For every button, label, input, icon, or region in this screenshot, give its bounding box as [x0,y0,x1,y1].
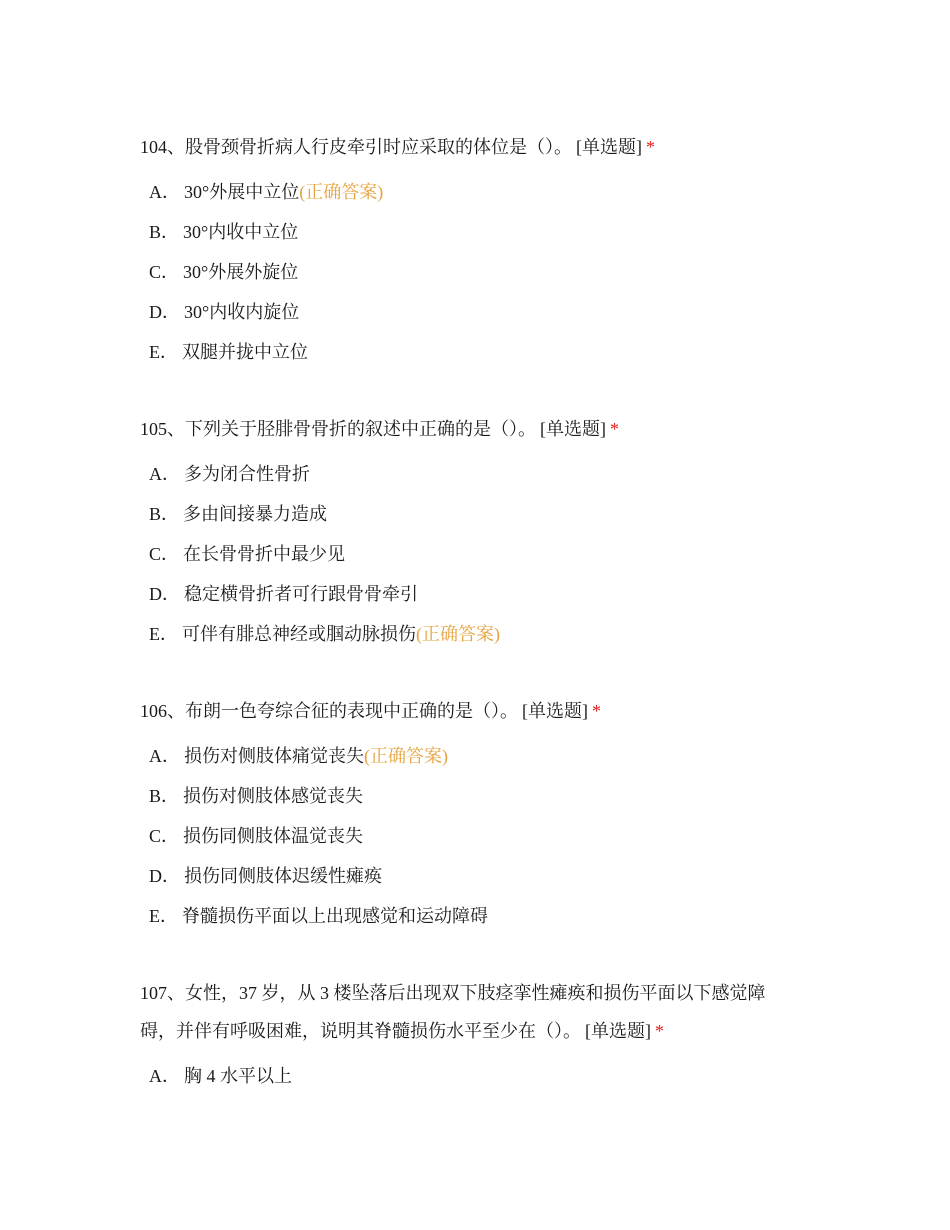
option-text: 30°外展中立位 [184,182,300,202]
option-text: 多由间接暴力造成 [183,504,328,524]
option-letter: C． [149,826,180,846]
question-type-label: [单选题] [585,1021,651,1041]
required-mark: * [592,701,601,721]
option-text: 在长骨骨折中最少见 [183,544,346,564]
option-c[interactable] [140,534,800,574]
question-text: 105、下列关于胫腓骨骨折的叙述中正确的是（）。 [140,419,536,439]
option-text: 损伤同侧肢体迟缓性瘫痪 [184,866,382,886]
option-letter: E． [149,624,178,644]
correct-answer-tag: (正确答案) [416,624,500,644]
option-a[interactable] [140,454,800,494]
option-letter: E． [149,906,178,926]
option-letter: B． [149,222,180,242]
option-letter: A． [149,746,180,766]
required-mark: * [610,419,619,439]
question-text: 104、股骨颈骨折病人行皮牵引时应采取的体位是（）。 [140,137,572,157]
option-text: 多为闭合性骨折 [184,464,310,484]
option-letter: A． [149,464,180,484]
option-text: 损伤对侧肢体感觉丧失 [183,786,364,806]
question-107 [140,974,800,1096]
question-105 [140,410,800,654]
option-text: 损伤对侧肢体痛觉丧失 [184,746,364,766]
option-letter: D． [149,302,180,322]
option-letter: D． [149,866,180,886]
correct-answer-tag: (正确答案) [364,746,448,766]
option-d[interactable] [140,292,800,332]
option-text: 30°内收中立位 [183,222,299,242]
option-text: 脊髓损伤平面以上出现感觉和运动障碍 [182,906,488,926]
question-title [140,692,800,730]
option-letter: C． [149,544,180,564]
option-e[interactable] [140,332,800,372]
question-title [140,410,800,448]
option-b[interactable] [140,776,800,816]
option-a[interactable] [140,172,800,212]
option-list [140,1056,800,1096]
option-letter: B． [149,786,180,806]
question-104 [140,128,800,372]
option-letter: B． [149,504,180,524]
option-text: 胸 4 水平以上 [184,1066,292,1086]
option-letter: A． [149,182,180,202]
option-list [140,454,800,654]
question-text: 106、布朗一色夸综合征的表现中正确的是（）。 [140,701,518,721]
option-letter: A． [149,1066,180,1086]
option-b[interactable] [140,212,800,252]
option-c[interactable] [140,816,800,856]
option-b[interactable] [140,494,800,534]
option-a[interactable] [140,736,800,776]
question-106 [140,692,800,936]
required-mark: * [646,137,655,157]
option-d[interactable] [140,856,800,896]
correct-answer-tag: (正确答案) [299,182,384,202]
question-text: 107、女性，37 岁，从 3 楼坠落后出现双下肢痉挛性瘫痪和损伤平面以下感觉障碍，并伴有呼吸困难，说明其脊髓损伤水平至少在（）。 [140,983,766,1041]
required-mark: * [655,1021,664,1041]
question-type-label: [单选题] [522,701,588,721]
option-d[interactable] [140,574,800,614]
option-list [140,736,800,936]
question-type-label: [单选题] [540,419,606,439]
option-text: 稳定横骨折者可行跟骨骨牵引 [184,584,418,604]
option-text: 损伤同侧肢体温觉丧失 [183,826,364,846]
option-c[interactable] [140,252,800,292]
option-letter: D． [149,584,180,604]
option-letter: C． [149,262,180,282]
question-title [140,128,800,166]
option-e[interactable] [140,896,800,936]
option-text: 双腿并拢中立位 [182,342,308,362]
option-e[interactable] [140,614,800,654]
option-a[interactable] [140,1056,800,1096]
option-text: 30°外展外旋位 [183,262,299,282]
question-title [140,974,800,1050]
option-letter: E． [149,342,178,362]
option-text: 可伴有腓总神经或腘动脉损伤 [182,624,416,644]
option-list [140,172,800,372]
question-type-label: [单选题] [576,137,642,157]
option-text: 30°内收内旋位 [184,302,300,322]
